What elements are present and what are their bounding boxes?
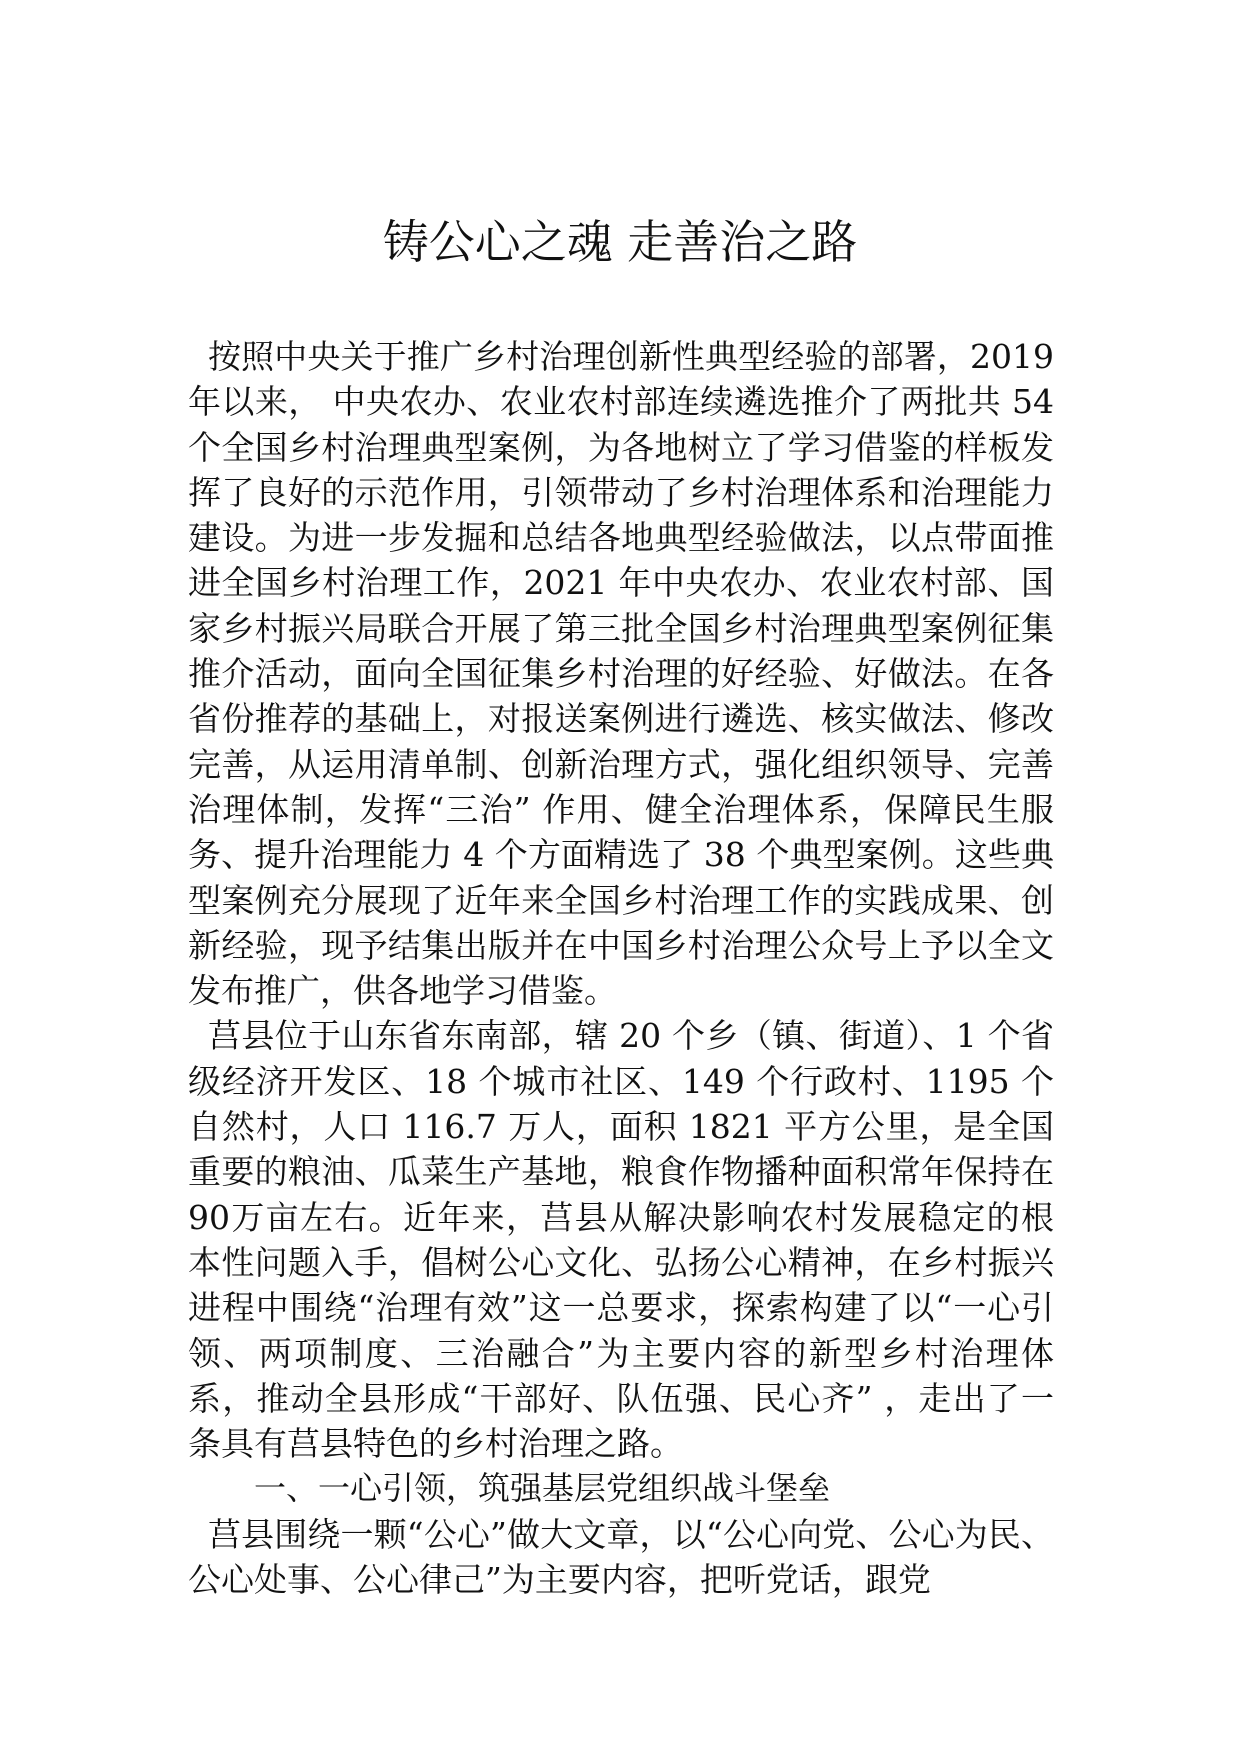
paragraph-juxian-overview: 莒县位于山东省东南部，辖 20 个乡（镇、街道）、1 个省级经济开发区、18 个城市社区、149 个行政村、1195 个自然村，人口 116.7 万人，面积 1821 平方公里，是全国重要的粮油、瓜菜生产基地，粮食作物播种面积常年保持在 90万亩左右。近年来，莒县从解决影响农村发展稳定的根本性问题入手，倡树公心文化、弘扬公心精神，在乡村振兴进程中围绕“治理有效”这一总要求，探索构建了以“一心引领、两项制度、三治融合”为主要内容的新型乡村治理体系，推动全县形成“干部好、队伍强、民心齐” ，走出了一条具有莒县特色的乡村治理之路。 xyxy=(188,1016,1054,1464)
document-body xyxy=(188,334,1054,1602)
paragraph-intro: 按照中央关于推广乡村治理创新性典型经验的部署，2019年以来， 中央农办、农业农村部连续遴选推介了两批共 54个全国乡村治理典型案例，为各地树立了学习借鉴的样板发挥了良好的示范作用，引领带动了乡村治理体系和治理能力建设。为进一步发掘和总结各地典型经验做法，以点带面推进全国乡村治理工作，2021 年中央农办、农业农村部、国家乡村振兴局联合开展了第三批全国乡村治理典型案例征集推介活动，面向全国征集乡村治理的好经验、好做法。在各省份推荐的基础上，对报送案例进行遴选、核实做法、修改完善，从运用清单制、创新治理方式，强化组织领导、完善治理体制，发挥“三治” 作用、健全治理体系，保障民生服务、提升治理能力 4 个方面精选了 38 个典型案例。这些典型案例充分展现了近年来全国乡村治理工作的实践成果、创新经验，现予结集出版并在中国乡村治理公众号上予以全文发布推广，供各地学习借鉴。 xyxy=(188,337,1054,1011)
section-heading: 一、一心引领，筑强基层党组织战斗堡垒 xyxy=(254,1469,831,1508)
document-title: 铸公心之魂 走善治之路 xyxy=(382,215,858,269)
paragraph-section-start: 莒县围绕一颗“公心”做大文章，以“公心向党、公心为民、公心处事、公心律己”为主要内容，把听党话，跟党 xyxy=(188,1514,1054,1600)
